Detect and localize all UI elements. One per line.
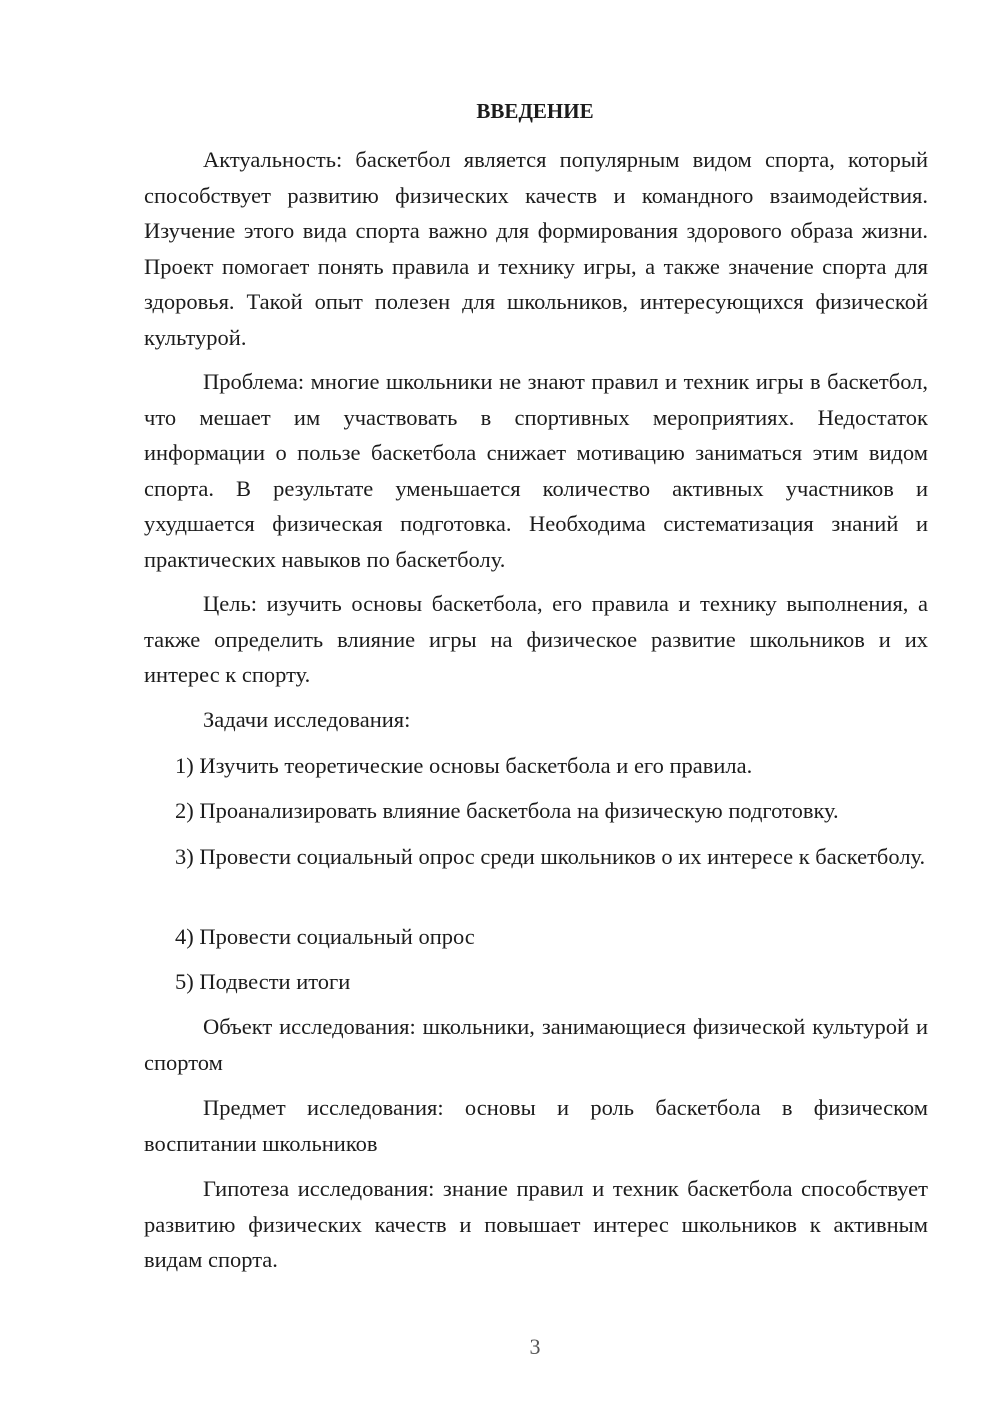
problem-paragraph: Проблема: многие школьники не знают правил и техник игры в баскетбол, что мешает им участвовать в спортивных мероприятиях. Недостаток информации о пользе баскетбола снижает мотивацию заниматься этим видом спорта. В результате уменьшается количество активных участников и ухудшается физическая подготовка. Необходима систематизация знаний и практических навыков по баскетболу. (144, 369, 928, 572)
page-number: 3 (529, 1334, 541, 1359)
task-item-1: 1) Изучить теоретические основы баскетбола и его правила. (175, 753, 753, 778)
tasks-heading: Задачи исследования: (203, 707, 411, 732)
hypothesis-paragraph: Гипотеза исследования: знание правил и техник баскетбола способствует развитию физических качеств и повышает интерес школьников к активным видам спорта. (144, 1176, 928, 1272)
task-item-3: 3) Провести социальный опрос среди школьников о их интересе к баскетболу. (175, 844, 926, 869)
section-heading: ВВЕДЕНИЕ (476, 99, 594, 123)
task-item-5: 5) Подвести итоги (175, 969, 351, 994)
research-subject-paragraph: Предмет исследования: основы и роль баскетбола в физическом воспитании школьников (144, 1095, 928, 1156)
task-item-4: 4) Провести социальный опрос (175, 924, 475, 949)
document-body (144, 0, 928, 1414)
research-object-paragraph: Объект исследования: школьники, занимающиеся физической культурой и спортом (144, 1014, 928, 1075)
task-item-2: 2) Проанализировать влияние баскетбола на физическую подготовку. (175, 798, 839, 823)
relevance-paragraph: Актуальность: баскетбол является популярным видом спорта, который способствует развитию физических качеств и командного взаимодействия. Изучение этого вида спорта важно для формирования здорового образа жизни. Проект помогает понять правила и технику игры, а также значение спорта для здоровья. Такой опыт полезен для школьников, интересующихся физической культурой. (144, 147, 928, 350)
goal-paragraph: Цель: изучить основы баскетбола, его правила и технику выполнения, а также определить влияние игры на физическое развитие школьников и их интерес к спорту. (144, 591, 928, 687)
